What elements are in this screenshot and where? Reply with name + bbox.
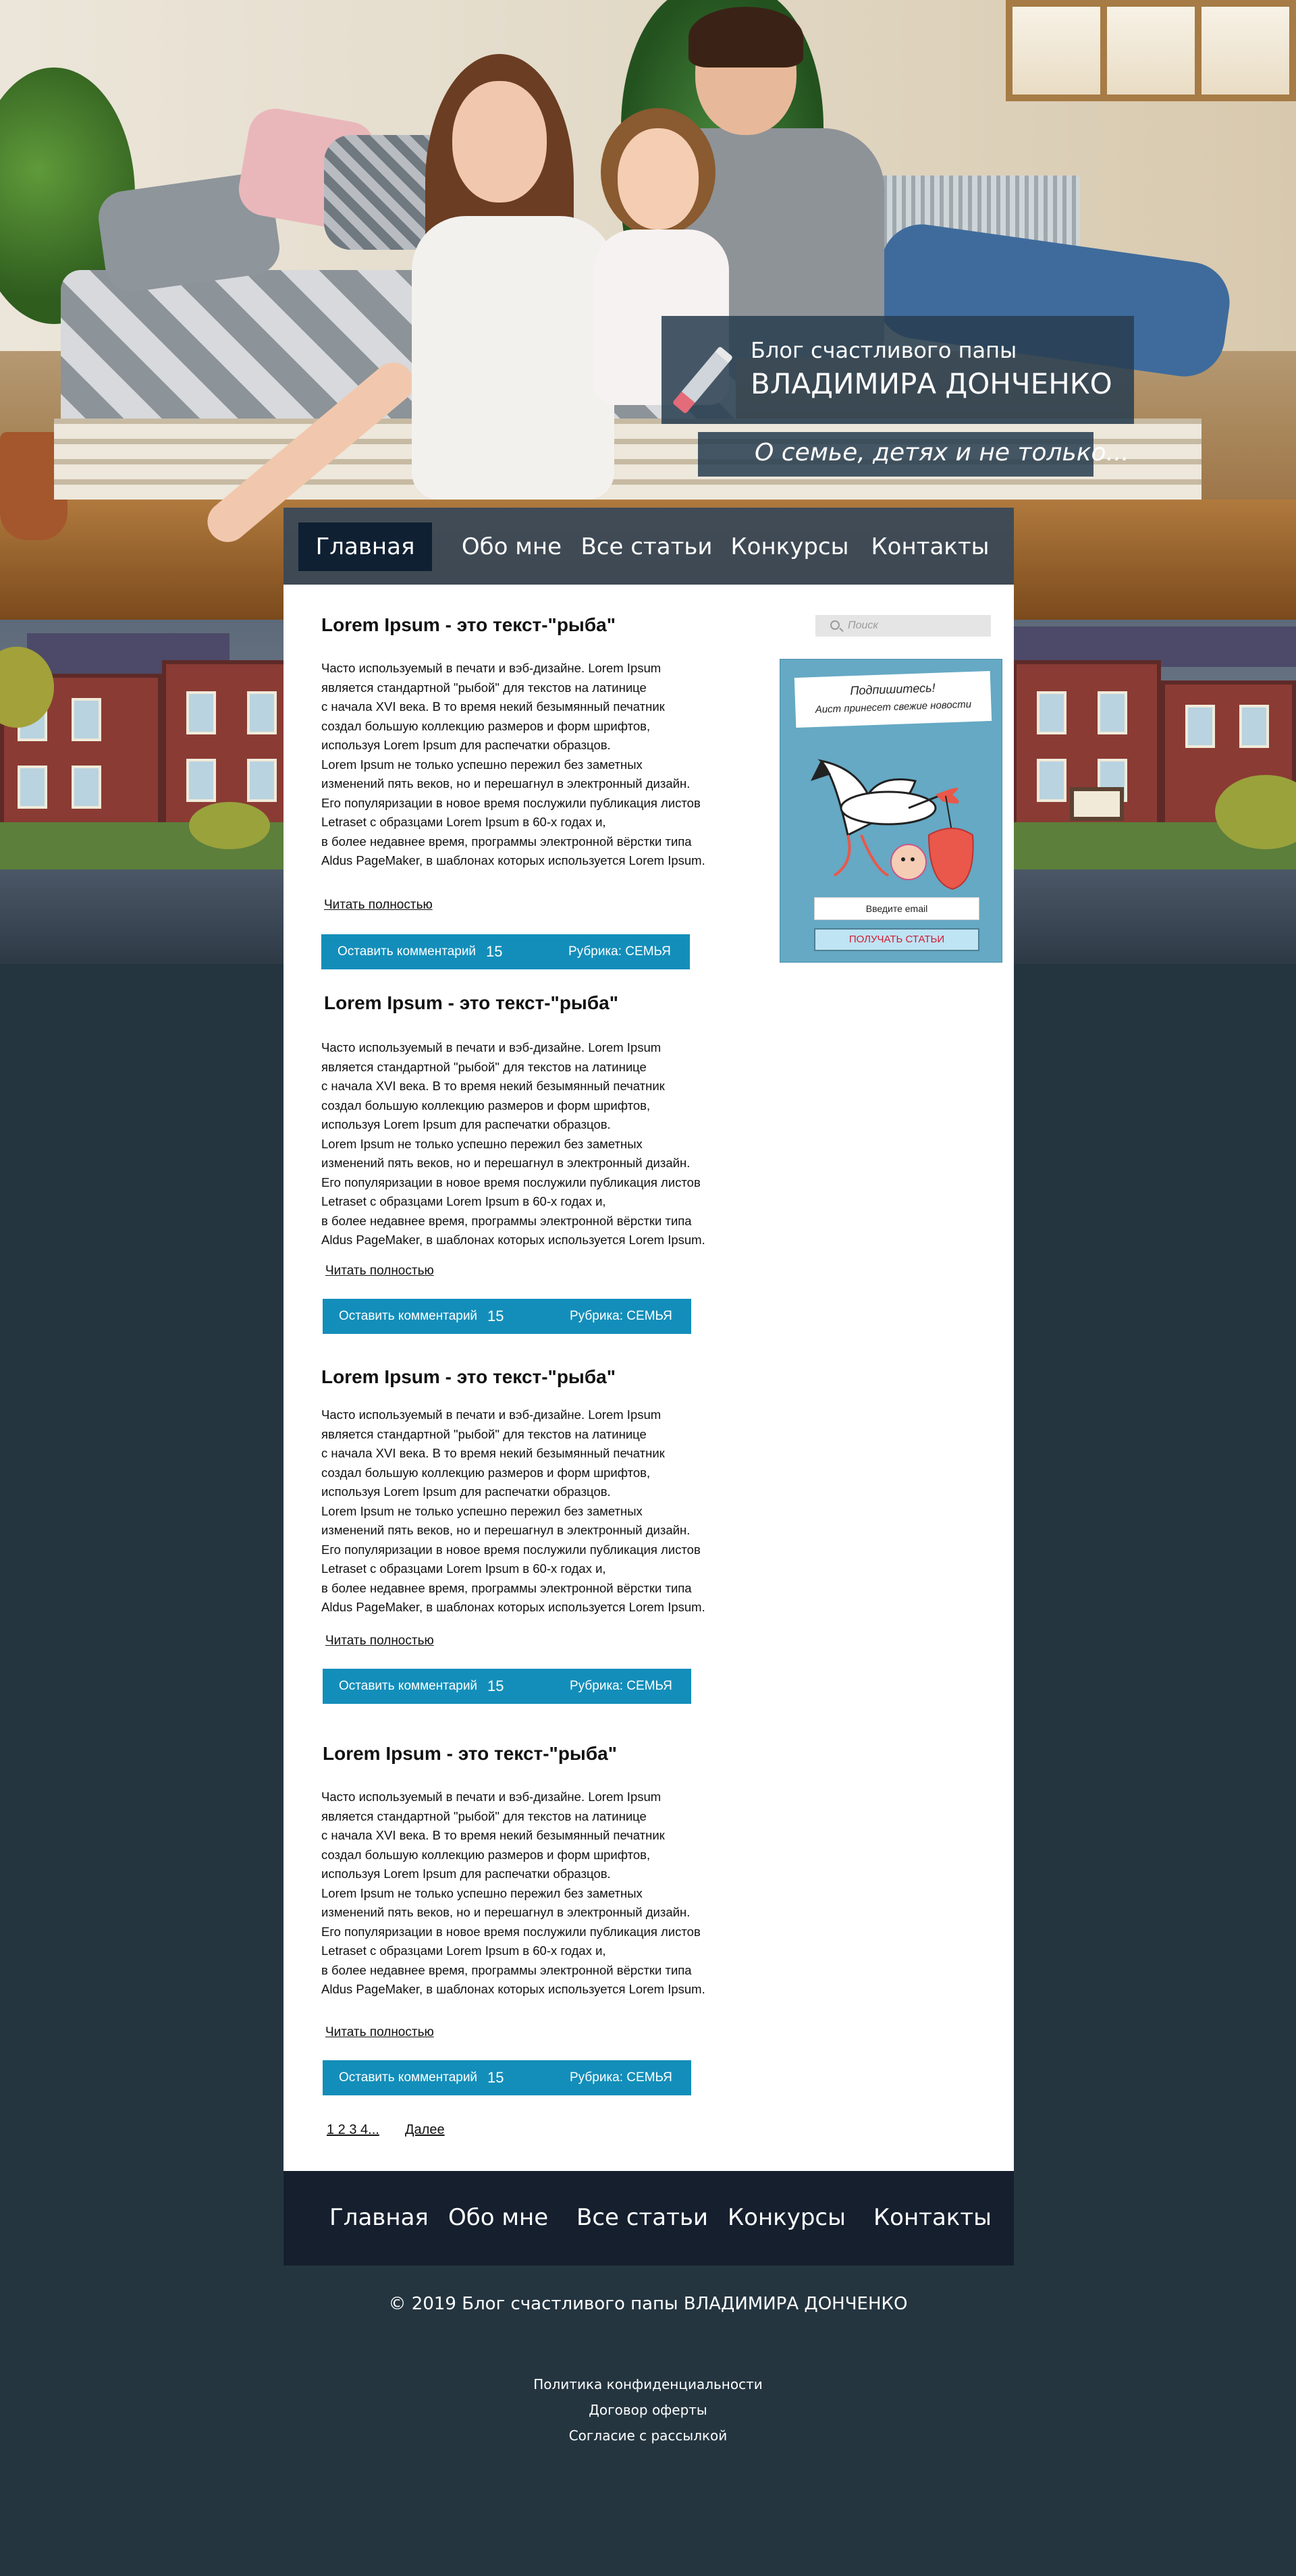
copyright: © 2019 Блог счастливого папы ВЛАДИМИРА ДОНЧЕНКО [388,2294,908,2314]
nav-item-about[interactable]: Обо мне [461,533,562,560]
read-more-link[interactable]: Читать полностью [325,1634,434,1648]
main-nav [284,508,1014,585]
comment-link[interactable]: Оставить комментарий [338,944,477,959]
category-link[interactable]: Рубрика: СЕМЬЯ [570,1309,672,1323]
comment-count: 15 [487,2069,504,2086]
mailing-consent-link[interactable]: Согласие с рассылкой [568,2427,728,2444]
hero-window [1006,0,1296,101]
nav-item-all-articles[interactable]: Все статьи [580,533,713,560]
category-link[interactable]: Рубрика: СЕМЬЯ [568,944,671,959]
read-more-link[interactable]: Читать полностью [324,898,433,912]
blog-title-box [662,316,1134,424]
search-input[interactable] [848,618,983,634]
content-area [284,585,1014,2171]
subscribe-button[interactable]: ПОЛУЧАТЬ СТАТЬИ [814,928,979,951]
pagination-pages[interactable]: 1 2 3 4... [327,2122,379,2137]
post-body: Часто используемый в печати и вэб-дизайне. Lorem Ipsum является стандартной "рыбой" для текстов на латинице с начала XVI века. В то время некий безымянный печатник создал большую коллекцию размеров и форм шрифтов, используя Lorem Ipsum для распечатки образцов. Lorem Ipsum не только успешно пережил без заметных изменений пять веков, но и перешагнул в электронный дизайн. Его популяризации в новое время послужили публикация листов Letraset с образцами Lorem Ipsum в 60-х годах и, в более недавнее время, программы электронной вёрстки типа Aldus PageMaker, в шаблонах которых используется Lorem Ipsum. [321,1407,705,1614]
footer-nav-contests[interactable]: Конкурсы [728,2204,846,2231]
post-body: Часто используемый в печати и вэб-дизайне. Lorem Ipsum является стандартной "рыбой" для текстов на латинице с начала XVI века. В то время некий безымянный печатник создал большую коллекцию размеров и форм шрифтов, используя Lorem Ipsum для распечатки образцов. Lorem Ipsum не только успешно пережил без заметных изменений пять веков, но и перешагнул в электронный дизайн. Его популяризации в новое время послужили публикация листов Letraset с образцами Lorem Ipsum в 60-х годах и, в более недавнее время, программы электронной вёрстки типа Aldus PageMaker, в шаблонах которых используется Lorem Ipsum. [321,661,705,867]
post-meta-bar [323,1299,691,1334]
comment-count: 15 [486,943,503,960]
nav-item-contacts[interactable]: Контакты [871,533,990,560]
post-meta-bar [323,1669,691,1704]
privacy-policy-link[interactable]: Политика конфиденциальности [533,2376,763,2392]
offer-agreement-link[interactable]: Договор оферты [589,2402,707,2418]
blog-title-line2: ВЛАДИМИРА ДОНЧЕНКО [751,367,1112,400]
post-body: Часто используемый в печати и вэб-дизайне. Lorem Ipsum является стандартной "рыбой" для текстов на латинице с начала XVI века. В то время некий безымянный печатник создал большую коллекцию размеров и форм шрифтов, используя Lorem Ipsum для распечатки образцов. Lorem Ipsum не только успешно пережил без заметных изменений пять веков, но и перешагнул в электронный дизайн. Его популяризации в новое время послужили публикация листов Letraset с образцами Lorem Ipsum в 60-х годах и, в более недавнее время, программы электронной вёрстки типа Aldus PageMaker, в шаблонах которых используется Lorem Ipsum. [321,1790,705,1996]
search-icon [830,620,840,630]
comment-link[interactable]: Оставить комментарий [339,1679,478,1693]
post-title[interactable]: Lorem Ipsum - это текст-"рыба" [321,1366,616,1387]
blog-title-line1: Блог счастливого папы [751,338,1017,363]
subscribe-title: Подпишитесь! [850,680,936,698]
footer-nav-all-articles[interactable]: Все статьи [576,2204,709,2231]
footer-nav-about[interactable]: Обо мне [448,2204,549,2231]
comment-link[interactable]: Оставить комментарий [339,2070,478,2085]
pencil-icon [672,346,734,414]
stork-icon [807,734,983,903]
footer-nav-home[interactable]: Главная [329,2204,429,2231]
footer-nav [284,2171,1014,2265]
nav-item-home[interactable]: Главная [298,522,432,571]
post-body: Часто используемый в печати и вэб-дизайне. Lorem Ipsum является стандартной "рыбой" для текстов на латинице с начала XVI века. В то время некий безымянный печатник создал большую коллекцию размеров и форм шрифтов, используя Lorem Ipsum для распечатки образцов. Lorem Ipsum не только успешно пережил без заметных изменений пять веков, но и перешагнул в электронный дизайн. Его популяризации в новое время послужили публикация листов Letraset с образцами Lorem Ipsum в 60-х годах и, в более недавнее время, программы электронной вёрстки типа Aldus PageMaker, в шаблонах которых используется Lorem Ipsum. [321,1040,705,1247]
comment-count: 15 [487,1308,504,1324]
post-title[interactable]: Lorem Ipsum - это текст-"рыба" [324,992,618,1013]
search-box[interactable] [815,615,991,637]
pagination-next[interactable]: Далее [405,2122,445,2137]
read-more-link[interactable]: Читать полностью [325,1264,434,1278]
category-link[interactable]: Рубрика: СЕМЬЯ [570,2070,672,2085]
blog-tagline: О семье, детях и не только... [755,439,1129,466]
category-link[interactable]: Рубрика: СЕМЬЯ [570,1679,672,1693]
subscribe-email-input[interactable]: Введите email [814,897,979,920]
footer-nav-contacts[interactable]: Контакты [873,2204,992,2231]
post-meta-bar [323,2060,691,2095]
nav-item-contests[interactable]: Конкурсы [730,533,849,560]
read-more-link[interactable]: Читать полностью [325,2025,434,2039]
comment-link[interactable]: Оставить комментарий [339,1309,478,1323]
comment-count: 15 [487,1678,504,1694]
subscribe-note [794,671,992,728]
post-meta-bar [321,934,690,969]
post-title[interactable]: Lorem Ipsum - это текст-"рыба" [321,614,616,635]
subscribe-subtitle: Аист принесет свежие новости [815,698,972,716]
tagline-box [698,432,1129,477]
subscribe-widget [780,659,1002,963]
post-title[interactable]: Lorem Ipsum - это текст-"рыба" [323,1743,617,1764]
